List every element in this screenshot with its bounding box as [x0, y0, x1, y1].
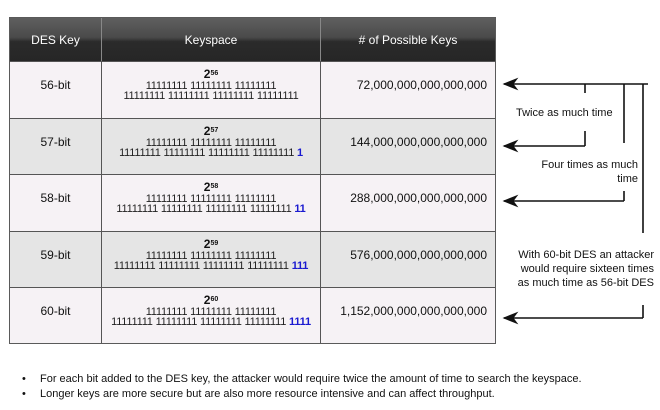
- bits-line-2: 11111111 11111111 11111111 11111111 111: [113, 260, 309, 272]
- power-label: $2^{59}$: [203, 237, 219, 251]
- bits-line-1: 11111111 11111111 11111111: [145, 80, 277, 92]
- power-label: $2^{58}$: [203, 180, 219, 194]
- possible-keys-cell: 1,152,000,000,000,000,000: [340, 304, 487, 318]
- twice-label: Twice as much time: [516, 107, 613, 119]
- header-keyspace: Keyspace: [102, 18, 321, 61]
- des-key-cell: 58-bit: [10, 175, 102, 231]
- bits-line-1: 11111111 11111111 11111111: [145, 137, 277, 149]
- power-label: $2^{60}$: [203, 293, 219, 307]
- bits-line-1: 11111111 11111111 11111111: [145, 306, 277, 318]
- extra-bits: 111: [291, 260, 309, 272]
- possible-keys-cell: 576,000,000,000,000,000: [350, 248, 487, 262]
- bullet-icon: •: [22, 373, 26, 385]
- bits-line-2: 11111111 11111111 11111111 11111111 1111: [111, 316, 311, 328]
- possible-keys-cell: 288,000,000,000,000,000: [350, 191, 487, 205]
- extra-bits: 1111: [289, 316, 311, 328]
- note-item: • Longer keys are more secure but are also more resource intensive and can affect throughput.: [22, 388, 495, 400]
- des-key-cell: 59-bit: [10, 232, 102, 287]
- bits-line-2: 11111111 11111111 11111111 11111111 1: [119, 147, 303, 159]
- des-key-cell: 60-bit: [10, 288, 102, 343]
- bits-line-1: 11111111 11111111 11111111: [145, 193, 277, 205]
- possible-keys-cell: 72,000,000,000,000,000: [356, 78, 487, 92]
- notes-list: [22, 372, 582, 402]
- four-times-label: Four times as much time: [541, 159, 638, 185]
- bits-line-2: 11111111 11111111 11111111 11111111: [123, 90, 299, 102]
- des-key-cell: 57-bit: [10, 119, 102, 174]
- sixteen-times-label: With 60-bit DES an attacker would require sixteen times as much time as 56-bit DES: [517, 249, 654, 289]
- bits-line-1: 11111111 11111111 11111111: [145, 250, 277, 262]
- des-key-cell: 56-bit: [10, 62, 102, 118]
- extra-bits: 1: [297, 147, 303, 159]
- note-item: • For each bit added to the DES key, the attacker would require twice the amount of time to search the keyspace.: [22, 373, 582, 385]
- bits-line-2: 11111111 11111111 11111111 11111111 11: [116, 203, 306, 215]
- possible-keys-cell: 144,000,000,000,000,000: [350, 135, 487, 149]
- header-des-key: DES Key: [10, 18, 102, 61]
- extra-bits: 11: [294, 203, 306, 215]
- bullet-icon: •: [22, 388, 26, 400]
- power-label: $2^{57}$: [203, 124, 219, 138]
- header-possible-keys: # of Possible Keys: [358, 32, 458, 47]
- power-label: $2^{56}$: [203, 67, 219, 81]
